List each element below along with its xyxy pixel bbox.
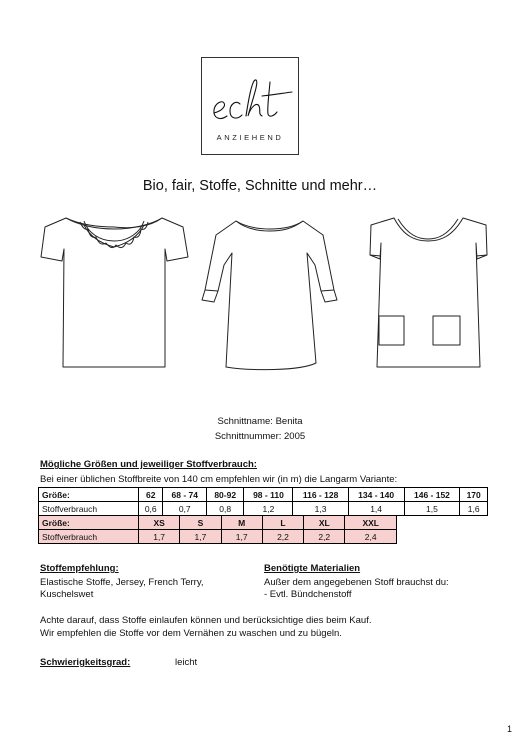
table-cell: M xyxy=(221,516,262,530)
table-cell: 1,7 xyxy=(180,530,221,544)
table-cell: Stoffverbrauch xyxy=(39,530,139,544)
table-cell: L xyxy=(262,516,303,530)
table-cell: Größe: xyxy=(39,488,139,502)
page-number: 1 xyxy=(506,724,512,734)
fabric-line: Elastische Stoffe, Jersey, French Terry, xyxy=(40,577,204,588)
size-table-kids xyxy=(38,487,488,516)
table-cell: 0,7 xyxy=(163,502,207,516)
difficulty-value: leicht xyxy=(175,657,198,668)
table-cell: XL xyxy=(304,516,345,530)
table-row xyxy=(39,488,488,502)
table-cell: 1,7 xyxy=(221,530,262,544)
table-cell: 1,6 xyxy=(460,502,488,516)
fabric-title: Stoffempfehlung: xyxy=(40,563,119,574)
table-cell: 1,5 xyxy=(404,502,460,516)
table-cell: 98 - 110 xyxy=(244,488,293,502)
care-notes xyxy=(40,615,371,640)
table-row xyxy=(39,530,397,544)
table-cell: 68 - 74 xyxy=(163,488,207,502)
shirt-ruffle-illustration xyxy=(41,218,188,367)
table-cell: 134 - 140 xyxy=(348,488,404,502)
fabric-line: Kuschelswet xyxy=(40,589,94,600)
table-row xyxy=(39,502,488,516)
garment-illustrations xyxy=(0,205,520,375)
tunic-pocket-illustration xyxy=(370,218,487,367)
sizes-title: Mögliche Größen und jeweiliger Stoffverbrauch: xyxy=(40,459,257,470)
table-cell: 0,8 xyxy=(207,502,244,516)
difficulty-label: Schwierigkeitsgrad: xyxy=(40,657,131,668)
size-table-adults xyxy=(38,515,397,544)
table-cell: Größe: xyxy=(39,516,139,530)
table-cell: 2,2 xyxy=(262,530,303,544)
table-cell: 1,7 xyxy=(139,530,180,544)
brand-logo xyxy=(201,57,299,155)
table-cell: 0,6 xyxy=(139,502,163,516)
sizes-intro: Bei einer üblichen Stoffbreite von 140 cm empfehlen wir (in m) die Langarm Variante: xyxy=(40,474,398,485)
table-cell: 116 - 128 xyxy=(293,488,348,502)
materials-title: Benötigte Materialien xyxy=(264,563,361,574)
pattern-number: Schnittnummer: 2005 xyxy=(214,431,306,442)
note-line: Achte darauf, dass Stoffe einlaufen können und berücksichtige dies beim Kauf. xyxy=(40,615,372,626)
table-cell: 1,2 xyxy=(244,502,293,516)
table-cell: XXL xyxy=(345,516,397,530)
table-cell: 2,4 xyxy=(345,530,397,544)
fabric-recommendation xyxy=(40,563,204,601)
materials-needed xyxy=(264,563,449,601)
logo-subtitle: ANZIEHEND xyxy=(216,133,284,142)
table-cell: XS xyxy=(139,516,180,530)
table-cell: 80-92 xyxy=(207,488,244,502)
table-cell: 170 xyxy=(460,488,488,502)
materials-line: - Evtl. Bündchenstoff xyxy=(264,589,352,600)
note-line: Wir empfehlen die Stoffe vor dem Vernähen zu waschen und zu bügeln. xyxy=(40,627,342,639)
table-cell: 146 - 152 xyxy=(404,488,460,502)
materials-line: Außer dem angegebenen Stoff brauchst du: xyxy=(264,577,449,588)
table-cell: S xyxy=(180,516,221,530)
table-cell: 1,3 xyxy=(293,502,348,516)
tagline: Bio, fair, Stoffe, Schnitte und mehr… xyxy=(142,178,378,194)
pattern-name: Schnittname: Benita xyxy=(217,416,303,427)
table-cell: 62 xyxy=(139,488,163,502)
table-cell: Stoffverbrauch xyxy=(39,502,139,516)
table-row xyxy=(39,516,397,530)
table-cell: 2,2 xyxy=(304,530,345,544)
dress-illustration xyxy=(202,221,337,370)
table-cell: 1,4 xyxy=(348,502,404,516)
